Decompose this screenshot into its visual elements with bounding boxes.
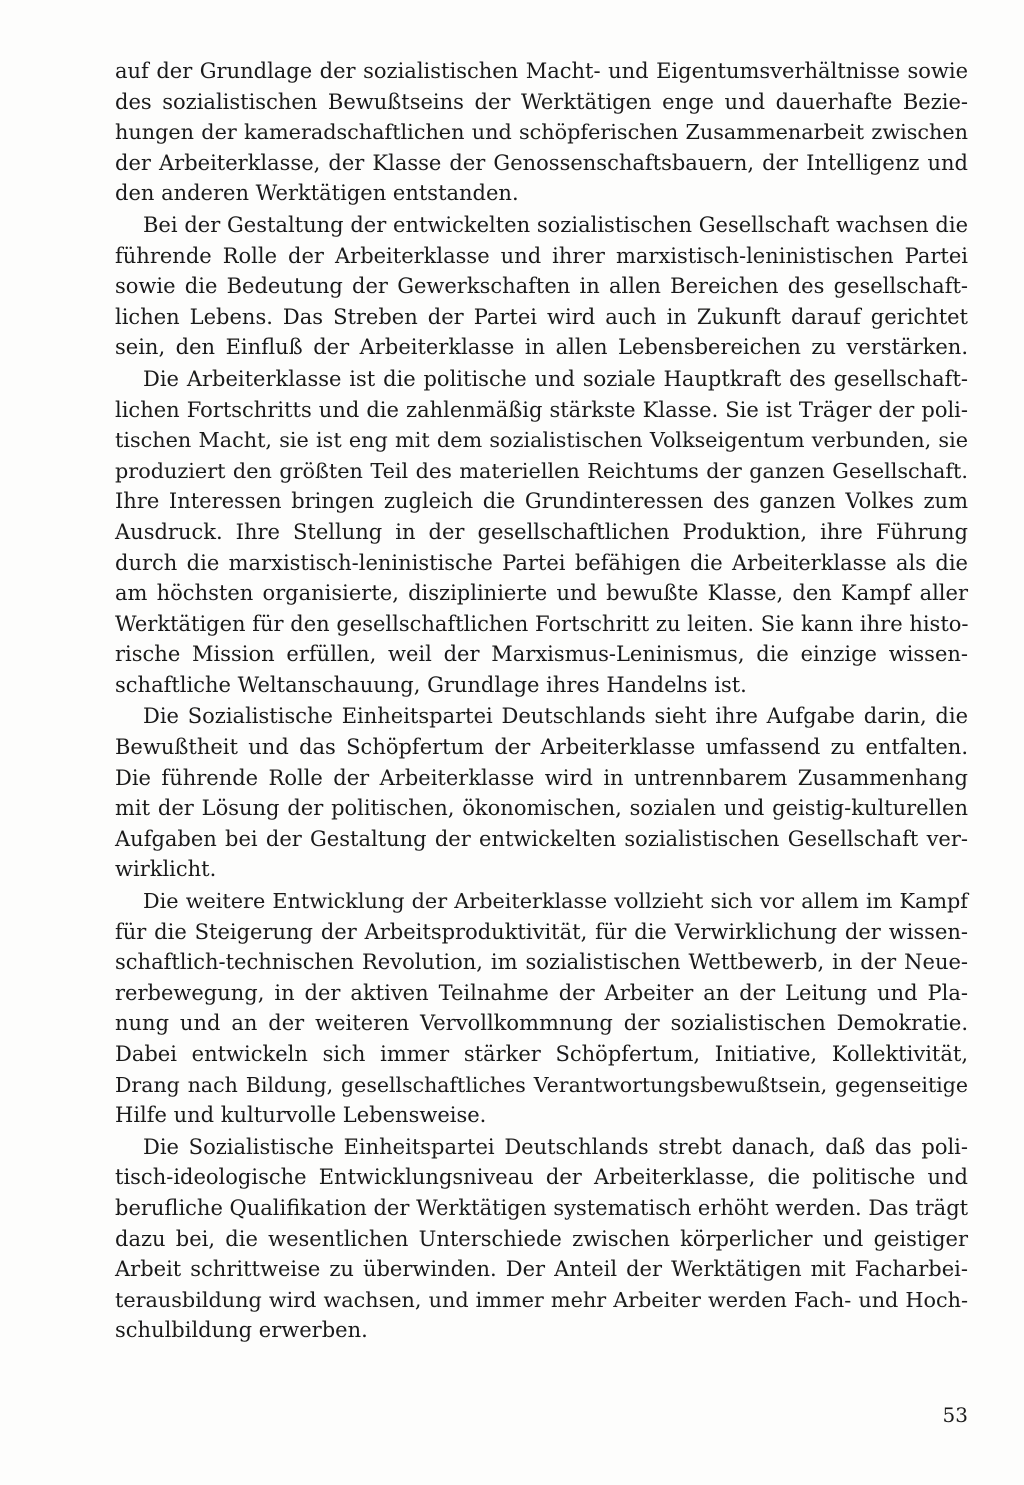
text-line: Die führende Rolle der Arbeiterklasse wird in untrennbarem Zusammenhang: [115, 765, 968, 790]
text-line: Aufgaben bei der Gestaltung der entwickelten sozialistischen Gesellschaft ver-: [115, 826, 968, 851]
paragraph-3: [115, 364, 968, 701]
text-line: wirklicht.: [115, 857, 217, 882]
text-line: Hilfe und kulturvolle Lebensweise.: [115, 1103, 487, 1128]
text-line: am höchsten organisierte, disziplinierte und bewußte Klasse, den Kampf aller: [115, 581, 968, 606]
text-line: hungen der kameradschaftlichen und schöpferischen Zusammenarbeit zwischen: [115, 120, 968, 145]
text-line: nung und an der weiteren Vervollkommnung der sozialistischen Demokratie.: [115, 1011, 968, 1036]
text-line: rische Mission erfüllen, weil der Marxismus-Leninismus, die einzige wissen-: [115, 642, 968, 667]
text-line: tisch-ideologische Entwicklungsniveau der Arbeiterklasse, die politische und: [115, 1165, 968, 1190]
text-line: auf der Grundlage der sozialistischen Macht- und Eigentumsverhältnisse sowie: [115, 59, 968, 83]
text-line: Drang nach Bildung, gesellschaftliches Verantwortungsbewußtsein, gegenseitige: [115, 1072, 968, 1097]
body-text: [115, 56, 968, 1347]
text-line: mit der Lösung der politischen, ökonomischen, sozialen und geistig-kulturellen: [115, 796, 968, 821]
text-line: lichen Lebens. Das Streben der Partei wird auch in Zukunft darauf gerichtet: [115, 304, 968, 329]
text-line: führende Rolle der Arbeiterklasse und ihrer marxistisch-leninistischen Partei: [115, 243, 968, 268]
text-line: Die Sozialistische Einheitspartei Deutschlands strebt danach, daß das poli-: [143, 1134, 968, 1159]
text-line: sein, den Einfluß der Arbeiterklasse in allen Lebensbereichen zu verstärken.: [115, 335, 968, 360]
text-line: durch die marxistisch-leninistische Partei befähigen die Arbeiterklasse als die: [115, 550, 968, 575]
text-line: der Arbeiterklasse, der Klasse der Genossenschaftsbauern, der Intelligenz und: [115, 150, 968, 175]
text-line: schulbildung erwerben.: [115, 1318, 368, 1343]
text-line: den anderen Werktätigen entstanden.: [115, 181, 519, 206]
text-line: Bei der Gestaltung der entwickelten sozialistischen Gesellschaft wachsen die: [143, 212, 968, 237]
paragraph-4: [115, 701, 968, 885]
text-line: schaftlich-technischen Revolution, im sozialistischen Wettbewerb, in der Neue-: [115, 950, 968, 975]
text-line: lichen Fortschritts und die zahlenmäßig stärkste Klasse. Sie ist Träger der poli-: [115, 397, 968, 422]
paragraph-1: [115, 56, 968, 209]
text-line: Ausdruck. Ihre Stellung in der gesellschaftlichen Produktion, ihre Führung: [115, 519, 968, 544]
text-line: Ihre Interessen bringen zugleich die Grundinteressen des ganzen Volkes zum: [115, 489, 968, 514]
text-line: Werktätigen für den gesellschaftlichen Fortschritt zu leiten. Sie kann ihre histo-: [115, 611, 969, 636]
text-line: produziert den größten Teil des materiellen Reichtums der ganzen Gesellschaft.: [115, 458, 968, 483]
page-number: 53: [942, 1403, 968, 1427]
text-line: Bewußtheit und das Schöpfertum der Arbeiterklasse umfassend zu entfalten.: [115, 735, 968, 760]
text-line: Die Arbeiterklasse ist die politische und soziale Hauptkraft des gesellschaft-: [143, 366, 968, 391]
paragraph-6: [115, 1132, 968, 1346]
text-line: tischen Macht, sie ist eng mit dem sozialistischen Volkseigentum verbunden, sie: [115, 428, 968, 453]
text-line: Die Sozialistische Einheitspartei Deutschlands sieht ihre Aufgabe darin, die: [143, 704, 968, 729]
text-line: rerbewegung, in der aktiven Teilnahme der Arbeiter an der Leitung und Pla-: [115, 980, 968, 1005]
text-line: berufliche Qualifikation der Werktätigen systematisch erhöht werden. Das trägt: [115, 1195, 969, 1220]
text-line: für die Steigerung der Arbeitsproduktivität, für die Verwirklichung der wissen-: [115, 919, 968, 944]
text-line: Arbeit schrittweise zu überwinden. Der Anteil der Werktätigen mit Facharbei-: [115, 1257, 968, 1282]
text-line: Dabei entwickeln sich immer stärker Schöpfertum, Initiative, Kollektivität,: [115, 1042, 968, 1066]
text-line: Die weitere Entwicklung der Arbeiterklasse vollzieht sich vor allem im Kampf: [143, 889, 968, 914]
text-line: des sozialistischen Bewußtseins der Werktätigen enge und dauerhafte Bezie-: [115, 89, 968, 114]
text-line: terausbildung wird wachsen, und immer mehr Arbeiter werden Fach- und Hoch-: [115, 1287, 968, 1312]
text-line: sowie die Bedeutung der Gewerkschaften in allen Bereichen des gesellschaft-: [115, 274, 968, 299]
text-line: dazu bei, die wesentlichen Unterschiede zwischen körperlicher und geistiger: [115, 1226, 968, 1251]
text-line: schaftliche Weltanschauung, Grundlage ihres Handelns ist.: [115, 672, 747, 697]
paragraph-2: [115, 210, 968, 363]
paragraph-5: [115, 886, 968, 1131]
